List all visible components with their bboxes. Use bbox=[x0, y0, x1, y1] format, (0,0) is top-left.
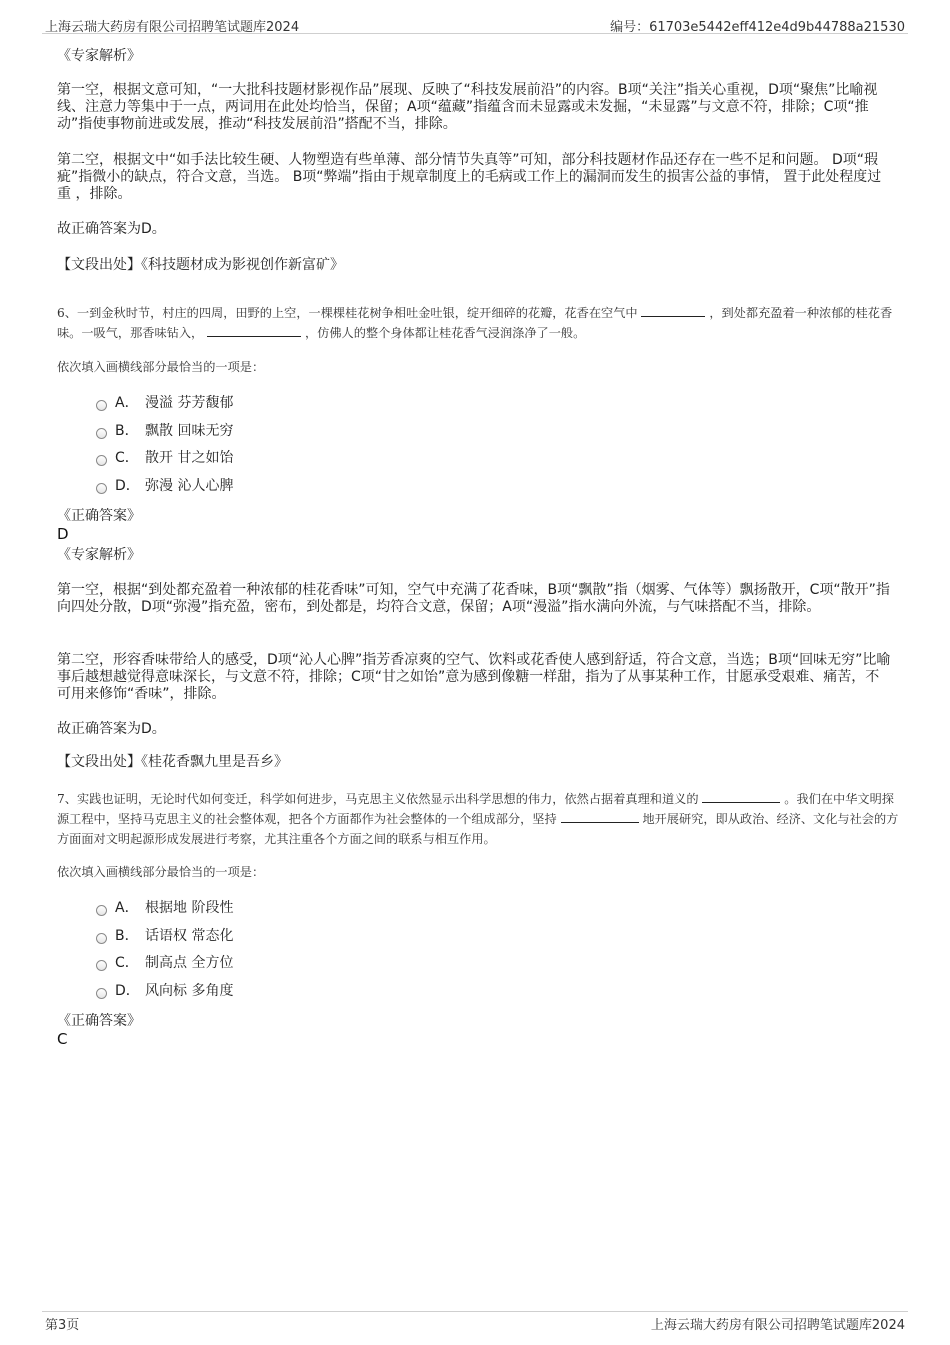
question-6-text: 6、一到金秋时节，村庄的四周，田野的上空，一棵棵桂花树争相吐金吐银，绽开细碎的花瓣，花香在空气中 ，到处都充盈着一种浓郁的桂花香味。一吸气，那香味钻入， ，仿佛人的整个身体都让桂花香气浸润涤净了一般。 bbox=[57, 306, 893, 340]
analysis-paragraph: 第一空，根据文意可知，“一大批科技题材影视作品”展现、反映了“科技发展前沿”的内容。B项“关注”指关心重视，D项“聚焦”比喻视线、注意力等集中于一点，两词用在此处均恰当，保留；A项“蕴藏”指蕴含而未显露或未发掘，“未显露”与文意不符，排除；C项“推动”指使事物前进或发展，推动“科技发展前沿”搭配不当，排除。 bbox=[57, 82, 878, 132]
radio-button-icon[interactable] bbox=[96, 400, 107, 411]
answer-blank bbox=[207, 324, 301, 337]
source-citation: 【文段出处】《桂花香飘九里是吾乡》 bbox=[57, 754, 288, 770]
option-letter: B． bbox=[115, 423, 139, 439]
option-letter: A． bbox=[115, 900, 139, 916]
source-citation: 【文段出处】《科技题材成为影视创作新富矿》 bbox=[57, 257, 344, 273]
question-7-text: 7、实践也证明，无论时代如何变迁，科学如何进步，马克思主义依然显示出科学思想的伟力，依然占据着真理和道义的 。我们在中华文明探源工程中，坚持马克思主义的社会整体观，把各个方面都作为社会整体的一个组成部分，坚持 地开展研究，即从政治、经济、文化与社会的方方面面对文明起源形成发展进行考察，尤其注重各个方面之间的联系与相互作用。 bbox=[57, 792, 899, 846]
analysis-paragraph: 第二空，形容香味带给人的感受，D项“沁人心脾”指芳香凉爽的空气、饮料或花香使人感到舒适，符合文意，当选；B项“回味无穷”比喻事后越想越觉得意味深长，与文意不符，排除；C项“甘之如饴”意为感到像糖一样甜，指为了从事某种工作，甘愿承受艰难、痛苦，不可用来修饰“香味”，排除。 bbox=[57, 652, 891, 702]
analysis-label: 《专家解析》 bbox=[57, 547, 141, 563]
answer-blank bbox=[561, 810, 639, 823]
analysis-paragraph: 第一空，根据“到处都充盈着一种浓郁的桂花香味”可知，空气中充满了花香味，B项“飘散”指（烟雾、气体等）飘扬散开，C项“散开”指向四处分散，D项“弥漫”指充盈，密布，到处都是，均符合文意，保留；A项“漫溢”指水满向外流，与气味搭配不当，排除。 bbox=[57, 582, 890, 615]
option-text: 飘散 回味无穷 bbox=[145, 423, 234, 439]
option-letter: B． bbox=[115, 928, 139, 944]
option-a[interactable] bbox=[96, 898, 233, 918]
correct-answer: D bbox=[57, 525, 69, 543]
page-number: 第3页 bbox=[45, 1318, 80, 1333]
footer-divider bbox=[42, 1311, 908, 1312]
answer-blank bbox=[702, 790, 780, 803]
option-text: 弥漫 沁人心脾 bbox=[145, 478, 234, 494]
option-letter: C． bbox=[115, 955, 139, 971]
question-instruction: 依次填入画横线部分最恰当的一项是： bbox=[57, 865, 265, 879]
radio-button-icon[interactable] bbox=[96, 960, 107, 971]
correct-answer: C bbox=[57, 1030, 68, 1048]
option-letter: C． bbox=[115, 450, 139, 466]
conclusion: 故正确答案为D。 bbox=[57, 221, 166, 237]
option-letter: A． bbox=[115, 395, 139, 411]
answer-label: 《正确答案》 bbox=[57, 508, 141, 524]
analysis-label: 《专家解析》 bbox=[57, 48, 141, 64]
radio-button-icon[interactable] bbox=[96, 428, 107, 439]
option-text: 根据地 阶段性 bbox=[145, 900, 234, 916]
option-text: 散开 甘之如饴 bbox=[145, 450, 234, 466]
conclusion: 故正确答案为D。 bbox=[57, 721, 166, 737]
header-divider bbox=[42, 33, 908, 34]
option-c[interactable] bbox=[96, 448, 233, 468]
analysis-paragraph: 第二空，根据文中“如手法比较生硬、人物塑造有些单薄、部分情节失真等”可知，部分科技题材作品还存在一些不足和问题。 D项“瑕疵”指微小的缺点，符合文意，当选。 B项“弊端”指由于规章制度上的毛病或工作上的漏洞而发生的损害公益的事情， 置于此处程度过重 ，排除。 bbox=[57, 152, 882, 202]
answer-blank bbox=[641, 304, 705, 317]
option-a[interactable] bbox=[96, 393, 233, 413]
option-letter: D． bbox=[115, 983, 140, 999]
radio-button-icon[interactable] bbox=[96, 483, 107, 494]
radio-button-icon[interactable] bbox=[96, 905, 107, 916]
option-text: 话语权 常态化 bbox=[145, 928, 234, 944]
header-title: 上海云瑞大药房有限公司招聘笔试题库2024 bbox=[45, 20, 300, 35]
radio-button-icon[interactable] bbox=[96, 455, 107, 466]
option-b[interactable] bbox=[96, 421, 233, 441]
question-instruction: 依次填入画横线部分最恰当的一项是： bbox=[57, 360, 265, 374]
option-text: 漫溢 芬芳馥郁 bbox=[145, 395, 234, 411]
document-id: 编号：61703e5442eff412e4d9b44788a21530 bbox=[610, 20, 905, 35]
option-letter: D． bbox=[115, 478, 140, 494]
option-c[interactable] bbox=[96, 953, 233, 973]
answer-label: 《正确答案》 bbox=[57, 1013, 141, 1029]
option-text: 风向标 多角度 bbox=[145, 983, 234, 999]
footer-title: 上海云瑞大药房有限公司招聘笔试题库2024 bbox=[650, 1318, 905, 1333]
option-d[interactable] bbox=[96, 981, 233, 1001]
radio-button-icon[interactable] bbox=[96, 933, 107, 944]
radio-button-icon[interactable] bbox=[96, 988, 107, 999]
option-b[interactable] bbox=[96, 926, 233, 946]
option-text: 制高点 全方位 bbox=[145, 955, 234, 971]
option-d[interactable] bbox=[96, 476, 233, 496]
